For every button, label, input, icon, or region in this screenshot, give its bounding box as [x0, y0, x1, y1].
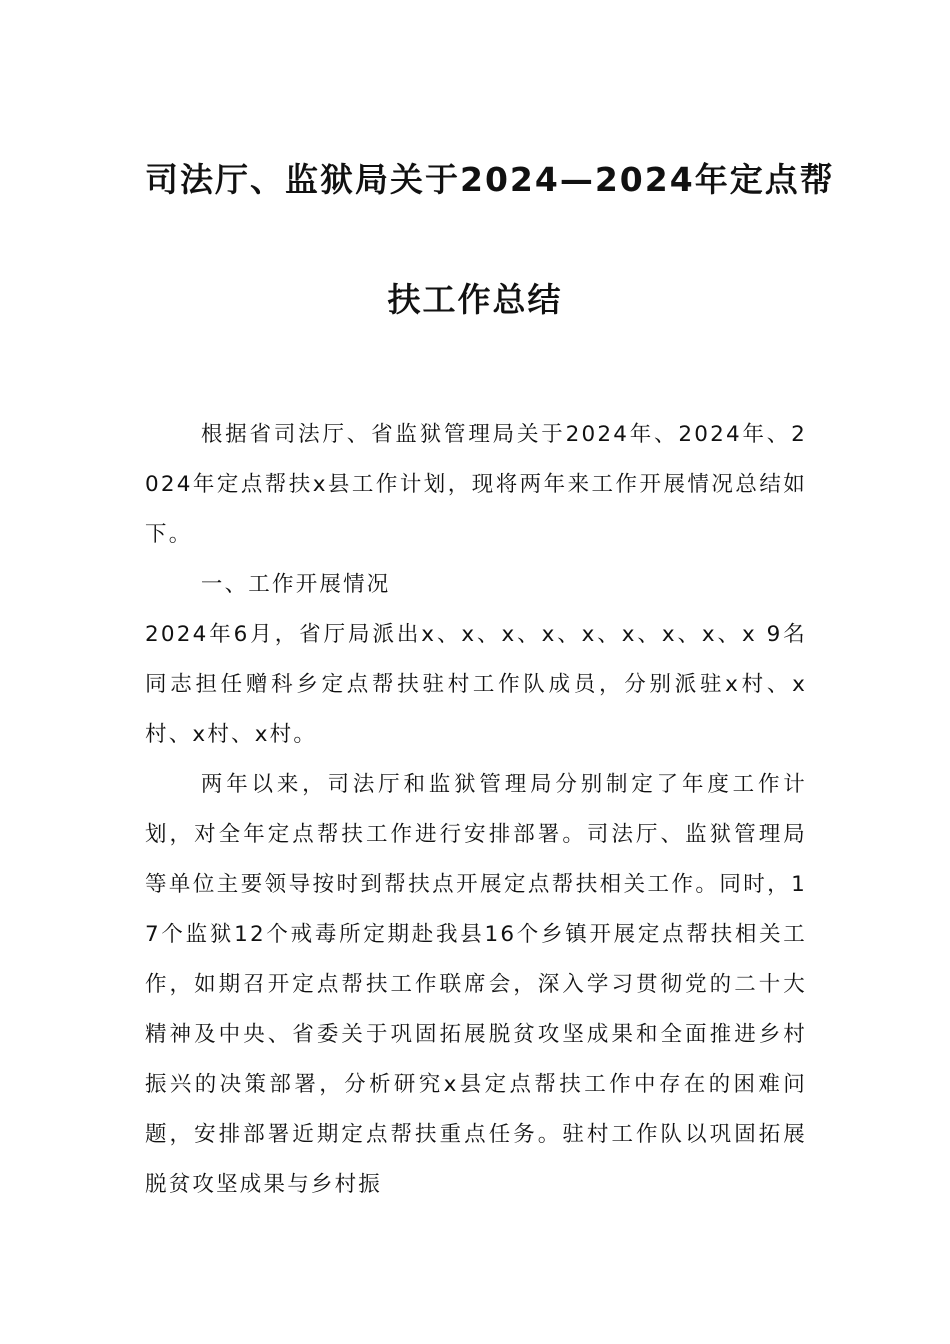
intro-paragraph: 根据省司法厅、省监狱管理局关于2024年、2024年、2024年定点帮扶x县工作计划，现将两年来工作开展情况总结如下。	[145, 422, 807, 547]
document-title-line-2: 扶工作总结	[387, 280, 563, 319]
dispatch-paragraph: 2024年6月，省厅局派出x、x、x、x、x、x、x、x、x 9名同志担任赠科乡定点帮扶驻村工作队成员，分别派驻x村、x村、x村、x村。	[145, 622, 807, 747]
section-heading-work-status: 一、工作开展情况	[200, 572, 391, 597]
document-body	[145, 410, 807, 1210]
document-title-line-1: 司法厅、监狱局关于2024—2024年定点帮	[145, 160, 835, 199]
overview-paragraph: 两年以来，司法厅和监狱管理局分别制定了年度工作计划，对全年定点帮扶工作进行安排部署。司法厅、监狱管理局等单位主要领导按时到帮扶点开展定点帮扶相关工作。同时，17个监狱12个戒毒所定期赴我县16个乡镇开展定点帮扶相关工作，如期召开定点帮扶工作联席会，深入学习贯彻党的二十大精神及中央、省委关于巩固拓展脱贫攻坚成果和全面推进乡村振兴的决策部署，分析研究x县定点帮扶工作中存在的困难问题，安排部署近期定点帮扶重点任务。驻村工作队以巩固拓展脱贫攻坚成果与乡村振	[145, 772, 807, 1197]
